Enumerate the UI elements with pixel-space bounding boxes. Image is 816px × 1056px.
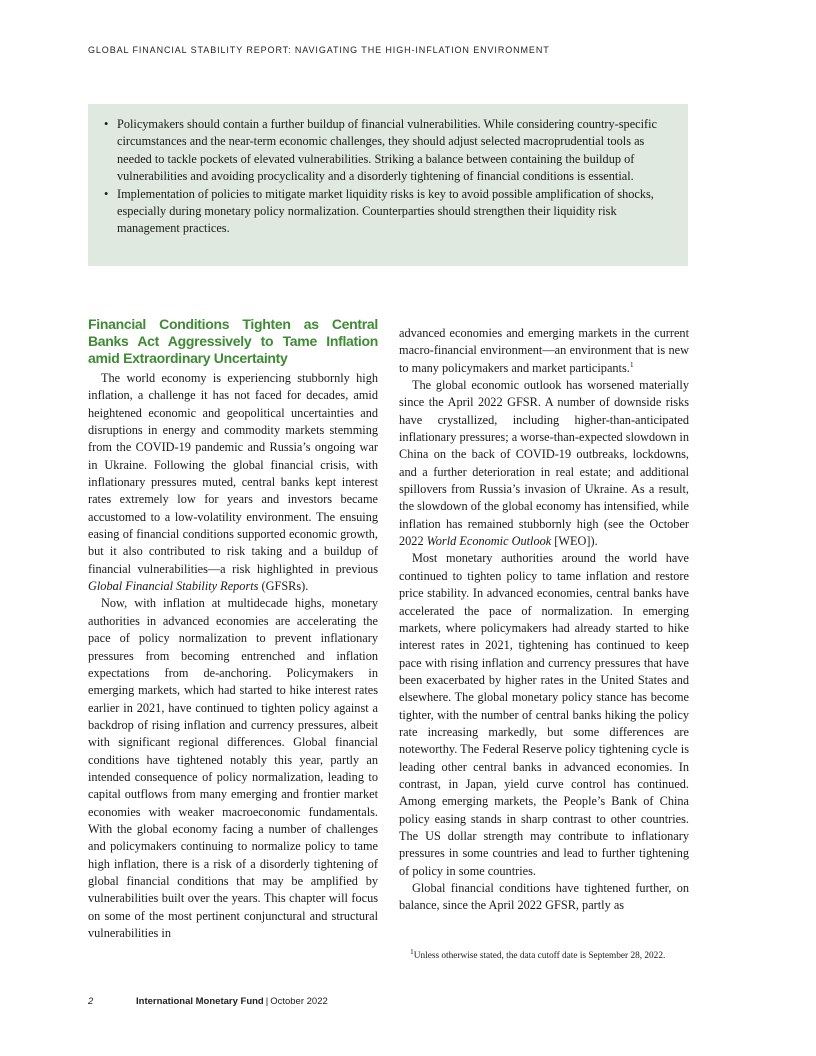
left-column [88, 316, 378, 942]
publication-date: October 2022 [270, 996, 328, 1007]
paragraph-text: The global economic outlook has worsened materially since the April 2022 GFSR. A number of downside risks have crystallized, including higher-than-anticipated inflationary pressures; a worse-than-expected slowdown in China on the back of COVID-19 outbreaks, lockdowns, and a further deterioration in real estate; and additional spillovers from Russia’s invasion of Ukraine. As a result, the slowdown of the global economy has intensified, while inflation has remained stubbornly high (see the October 2022 [399, 378, 689, 549]
paragraph [399, 377, 689, 550]
policy-recommendations-box [88, 104, 688, 266]
paragraph-text: The world economy is experiencing stubbornly high inflation, a challenge it has not faced for decades, amid heightened economic and geopolitical uncertainties and disruptions in energy and commodity markets stemming from the COVID-19 pandemic and Russia’s ongoing war in Ukraine. Following the global financial crisis, with inflationary pressures muted, central banks kept interest rates extremely low for years and investors became accustomed to a low-volatility environment. The ensuing easing of financial conditions supported economic growth, but it also contributed to risk taking and a buildup of financial vulnerabilities—a risk highlighted in previous [88, 371, 378, 576]
footnote [410, 946, 700, 962]
publication-title: World Economic Outlook [426, 534, 552, 549]
section-heading: Financial Conditions Tighten as Central Banks Act Aggressively to Tame Inflation amid Extraordinary Uncertainty [88, 316, 378, 366]
paragraph-text: advanced economies and emerging markets in the current macro-financial environment—an environment that is new to many policymakers and market participants. [399, 326, 689, 375]
footer-separator: | [265, 996, 269, 1007]
page-number: 2 [88, 996, 94, 1007]
footnote-text: Unless otherwise stated, the data cutoff date is September 28, 2022. [413, 951, 666, 961]
bullet-icon: • [104, 117, 109, 131]
right-column [399, 325, 689, 915]
publication-title: Global Financial Stability Reports [88, 579, 259, 594]
list-item [104, 186, 668, 238]
page-footer [88, 996, 328, 1007]
footnote-reference[interactable]: 1 [629, 359, 634, 369]
paragraph-text: (GFSRs). [258, 579, 309, 594]
bullet-icon: • [104, 186, 109, 201]
bullet-text: Implementation of policies to mitigate market liquidity risks is key to avoid possible amplification of shocks, especially during monetary policy normalization. Counterparties should strengthen their liquidity risk management practices. [117, 186, 654, 236]
bullet-text: Policymakers should contain a further buildup of financial vulnerabilities. While considering country-specific circumstances and the near-term economic challenges, they should adjust selected macroprudential tools as needed to tackle pockets of elevated vulnerabilities. Striking a balance between containing the buildup of vulnerabilities and avoiding procyclicality and a disorderly tightening of financial conditions is essential. [117, 117, 658, 184]
bullet-list [104, 116, 668, 238]
organization-name: International Monetary Fund [136, 996, 264, 1007]
paragraph: Global financial conditions have tightened further, on balance, since the April 2022 GFSR, partly as [399, 881, 689, 913]
list-item [104, 116, 668, 186]
paragraph: Most monetary authorities around the world have continued to tighten policy to tame inflation and restore price stability. In advanced economies, central banks have accelerated the pace of normalization. In emerging markets, where policymakers had already started to hike interest rates in 2021, tightening has continued to keep pace with rising inflation and currency pressures that have been exacerbated by higher rates in the United States and elsewhere. The global monetary policy stance has become tighter, with the number of central banks hiking the policy rate increasing markedly, but some differences are noteworthy. The Federal Reserve policy tightening cycle is leading other central banks in advanced economies. In contrast, in Japan, yield curve control has continued. Among emerging markets, the People’s Bank of China policy easing stands in sharp contrast to other countries. The US dollar strength may contribute to inflationary pressures in some countries and lead to further tightening of policy in some countries. [399, 551, 689, 878]
footnote-mark: 1 [410, 946, 414, 956]
paragraph-text: [WEO]). [551, 534, 598, 549]
paragraph: Now, with inflation at multidecade highs, monetary authorities in advanced economies are accelerating the pace of policy normalization to prevent inflationary pressures from becoming entrenched and inflation expectations from de-anchoring. Policymakers in emerging markets, which had started to hike interest rates earlier in 2021, have continued to tighten policy against a backdrop of rising inflation and currency pressures, albeit with significant regional differences. Global financial conditions have tightened notably this year, partly an intended consequence of policy normalization, leading to capital outflows from many emerging and frontier market economies with weaker macroeconomic fundamentals. With the global economy facing a number of challenges and policymakers continuing to normalize policy to tame high inflation, there is a risk of a disorderly tightening of global financial conditions that may be amplified by vulnerabilities built over the years. This chapter will focus on some of the most pertinent conjunctural and structural vulnerabilities in [88, 596, 378, 940]
paragraph [88, 370, 378, 595]
running-header: GLOBAL FINANCIAL STABILITY REPORT: NAVIGATING THE HIGH-INFLATION ENVIRONMENT [88, 45, 550, 55]
paragraph [399, 325, 689, 377]
